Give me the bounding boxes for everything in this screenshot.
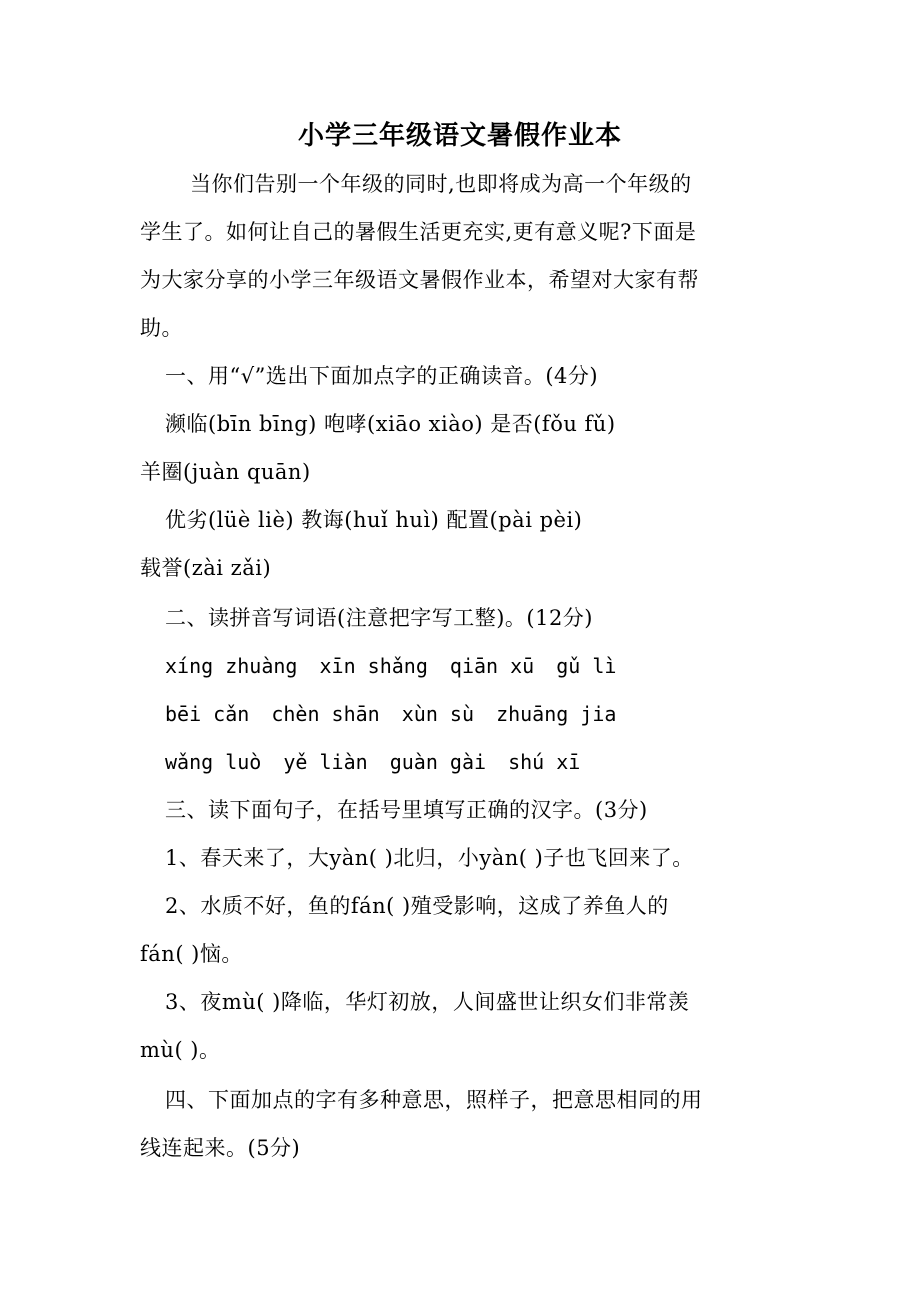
pinyin-word: bēi cǎn [165, 702, 250, 726]
pinyin-word: gǔ lì [556, 654, 617, 678]
page-title: 小学三年级语文暑假作业本 [297, 121, 622, 151]
pinyin-word: xùn sù [401, 702, 475, 726]
section3-question-1: 1、春天来了，大yàn( )北归，小yàn( )子也飞回来了。 [165, 846, 694, 870]
intro-line-4: 助。 [140, 316, 183, 340]
pinyin-word: shú xī [508, 750, 581, 774]
pinyin-word: wǎng luò [165, 750, 262, 774]
pinyin-row-1 [165, 642, 626, 690]
pinyin-word: qiān xū [449, 654, 535, 678]
section2-heading: 二、读拼音写词语(注意把字写工整)。(12分) [165, 606, 593, 630]
section3-question-2a: 2、水质不好，鱼的fán( )殖受影响，这成了养鱼人的 [165, 894, 669, 918]
intro-line-1: 当你们告别一个年级的同时,也即将成为高一个年级的 [190, 172, 692, 196]
section1-line-2: 羊圈(juàn quān) [140, 460, 311, 484]
pinyin-word: chèn shān [271, 702, 380, 726]
pinyin-word: yě liàn [283, 750, 368, 774]
pinyin-word: xíng zhuàng [165, 654, 298, 678]
section4-heading-b: 线连起来。(5分) [140, 1136, 301, 1160]
section1-heading: 一、用“√”选出下面加点字的正确读音。(4分) [165, 364, 599, 388]
section3-question-3a: 3、夜mù( )降临，华灯初放，人间盛世让织女们非常羡 [165, 990, 690, 1014]
section3-question-2b: fán( )恼。 [140, 942, 243, 966]
pinyin-row-2 [165, 690, 626, 738]
pinyin-word: guàn gài [389, 750, 487, 774]
section4-heading-a: 四、下面加点的字有多种意思，照样子，把意思相同的用 [165, 1088, 703, 1112]
section1-line-4: 载誉(zài zǎi) [140, 556, 272, 580]
section3-heading: 三、读下面句子，在括号里填写正确的汉字。(3分) [165, 798, 648, 822]
intro-line-3: 为大家分享的小学三年级语文暑假作业本，希望对大家有帮 [140, 268, 699, 292]
pinyin-word: zhuāng jia [496, 702, 617, 726]
intro-line-2: 学生了。如何让自己的暑假生活更充实,更有意义呢?下面是 [140, 220, 697, 244]
pinyin-row-3 [165, 738, 590, 786]
pinyin-word: xīn shǎng [319, 654, 428, 678]
section1-line-3: 优劣(lüè liè) 教诲(huǐ huì) 配置(pài pèi) [165, 508, 583, 532]
section1-line-1: 濒临(bīn bīng) 咆哮(xiāo xiào) 是否(fǒu fǔ) [165, 412, 616, 436]
section3-question-3b: mù( )。 [140, 1038, 221, 1062]
